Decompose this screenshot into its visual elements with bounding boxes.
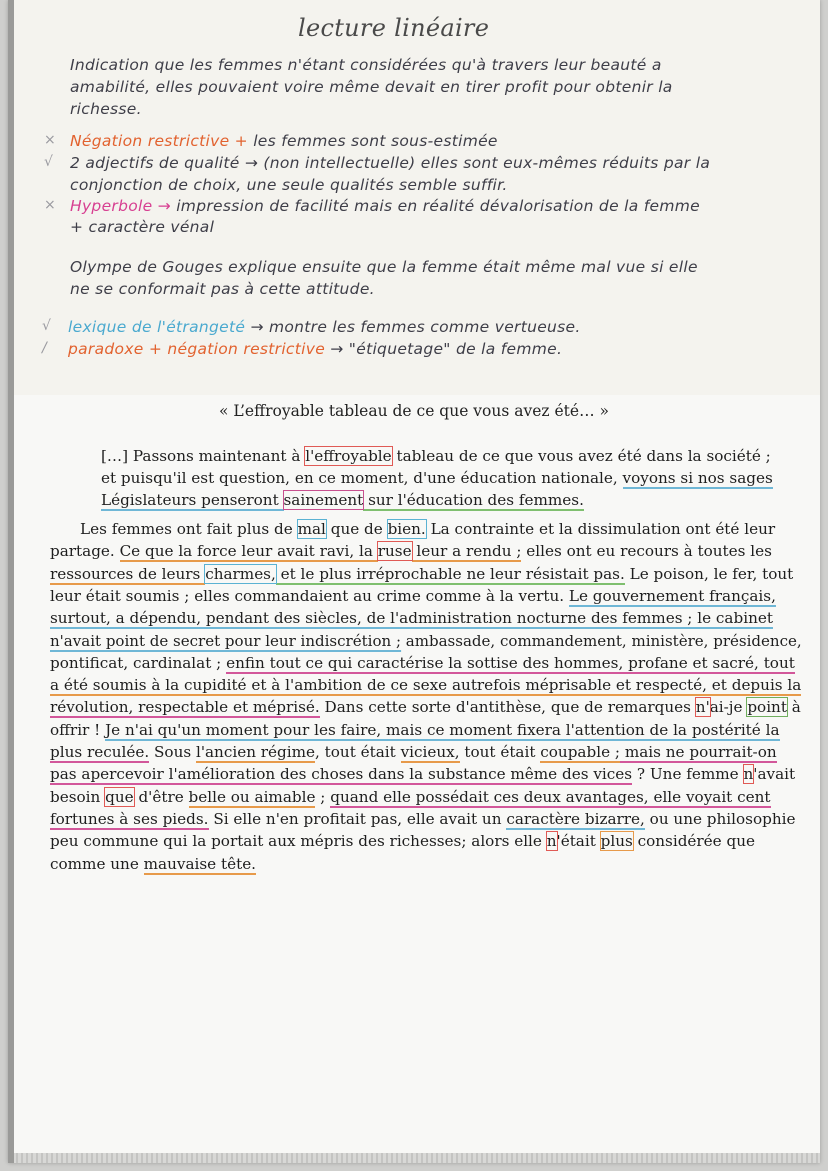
note-fragment: conjonction de choix, une seule qualités semble suffir. bbox=[70, 176, 508, 194]
text-line bbox=[50, 609, 773, 627]
annotated-phrase: coupable ; bbox=[540, 743, 621, 761]
note-line bbox=[70, 218, 214, 236]
annotated-phrase: n bbox=[743, 765, 754, 784]
text-run: considérée que bbox=[632, 832, 755, 851]
text-line bbox=[50, 810, 795, 828]
text-run: ou une philosophie bbox=[644, 809, 796, 828]
text-run: Le poison, le fer, tout bbox=[624, 564, 794, 583]
note-fragment: → "étiquetage" de la femme. bbox=[325, 340, 563, 358]
handwritten-notes bbox=[8, 0, 820, 395]
text-run: leur était soumis ; elles commandaient au crime comme à la vertu. bbox=[50, 586, 569, 605]
annotated-phrase: voyons si nos sages bbox=[622, 469, 773, 487]
text-line bbox=[50, 676, 801, 694]
printed-excerpt bbox=[8, 395, 820, 1163]
text-line bbox=[50, 743, 777, 761]
text-line bbox=[101, 491, 584, 509]
text-run: d'être bbox=[133, 787, 189, 806]
annotated-phrase: Le gouvernement français, bbox=[568, 586, 776, 605]
note-fragment: + caractère vénal bbox=[70, 218, 215, 236]
text-run: à bbox=[786, 698, 801, 717]
text-run: partage. bbox=[50, 542, 120, 561]
olympe-line: Olympe de Gouges explique ensuite que la femme était même mal vue si elle bbox=[70, 258, 698, 276]
annotated-phrase: leur a rendu ; bbox=[411, 542, 522, 561]
note-line bbox=[44, 132, 498, 150]
text-line bbox=[50, 765, 795, 783]
text-run: ai-je bbox=[709, 698, 748, 717]
text-run: et puisqu'il est question, en ce moment, d'une éducation nationale, bbox=[101, 469, 623, 487]
note-line bbox=[42, 318, 581, 336]
text-run: tout était bbox=[459, 743, 541, 761]
annotated-phrase: l'ancien régime bbox=[195, 743, 316, 761]
annotated-phrase: caractère bizarre, bbox=[506, 809, 645, 828]
text-run: Sous bbox=[149, 743, 196, 761]
text-run: pontificat, cardinalat ; bbox=[50, 653, 227, 672]
text-line bbox=[50, 832, 755, 850]
note-fragment: 2 adjectifs de qualité → (non intellectuelle) elles sont eux-mêmes réduits par la bbox=[70, 154, 711, 172]
text-run: peu commune qui la portait aux mépris des richesses; alors elle bbox=[50, 832, 547, 851]
text-run: ? Une femme bbox=[632, 765, 744, 784]
page-bottom-edge bbox=[8, 1153, 820, 1163]
check-mark-icon: × bbox=[44, 132, 57, 148]
text-line bbox=[50, 698, 801, 716]
annotated-phrase: n' bbox=[695, 698, 710, 717]
annotated-phrase: ressources de leurs bbox=[50, 564, 206, 583]
note-fragment: Négation restrictive + bbox=[70, 132, 254, 150]
text-run: La contrainte et la dissimulation ont été leur bbox=[425, 520, 776, 538]
annotated-phrase: que bbox=[105, 787, 134, 806]
note-fragment: → montre les femmes comme vertueuse. bbox=[245, 318, 581, 336]
annotated-phrase: révolution, respectable et méprisé. bbox=[50, 698, 320, 717]
text-line bbox=[50, 855, 256, 873]
note-fragment: impression de facilité mais en réalité dévalorisation de la femme bbox=[176, 197, 700, 215]
document-page bbox=[8, 0, 820, 1163]
annotated-phrase: Ce que la force leur avait ravi, la bbox=[119, 542, 378, 561]
text-line bbox=[50, 542, 772, 560]
text-run: Dans cette sorte d'antithèse, que de remarques bbox=[319, 698, 696, 717]
binder-edge bbox=[8, 0, 14, 1163]
text-run: […] Passons maintenant à bbox=[101, 447, 306, 465]
annotated-phrase: charmes, bbox=[205, 564, 276, 583]
text-run: , tout était bbox=[315, 743, 401, 761]
annotated-phrase: point bbox=[747, 698, 787, 717]
text-line bbox=[50, 788, 771, 806]
intro-line: Indication que les femmes n'étant considérées qu'à travers leur beauté a bbox=[70, 56, 662, 74]
text-run: ; bbox=[315, 787, 331, 806]
annotated-phrase: sur l'éducation des femmes. bbox=[363, 491, 584, 509]
note-fragment: paradoxe + négation restrictive bbox=[68, 340, 326, 358]
note-fragment: Hyperbole → bbox=[70, 197, 177, 215]
text-run: ambassade, commandement, ministère, présidence, bbox=[401, 631, 802, 650]
annotated-phrase: n bbox=[546, 832, 557, 851]
annotated-phrase: plus reculée. bbox=[50, 743, 150, 761]
check-mark-icon: / bbox=[42, 340, 48, 356]
annotated-phrase: et le plus irréprochable ne leur résistait pas. bbox=[275, 564, 625, 583]
annotated-phrase: quand elle possédait ces deux avantages, elle voyait cent bbox=[330, 787, 771, 806]
annotated-phrase: mauvaise tête. bbox=[143, 854, 257, 873]
note-line bbox=[44, 197, 700, 215]
annotated-phrase: n'avait point de secret pour leur indiscrétion ; bbox=[50, 631, 402, 650]
text-line bbox=[50, 587, 776, 605]
notes-title: lecture linéaire bbox=[298, 14, 490, 42]
note-fragment: les femmes sont sous-estimée bbox=[253, 132, 498, 150]
check-mark-icon: √ bbox=[44, 154, 54, 170]
annotated-phrase: fortunes à ses pieds. bbox=[50, 809, 209, 828]
annotated-phrase: ruse bbox=[377, 542, 412, 561]
text-line bbox=[50, 654, 795, 672]
text-run: 'était bbox=[556, 832, 601, 851]
annotated-phrase: Je n'ai qu'un moment pour les faire, mais ce moment fixera l'attention de la postérité la bbox=[105, 720, 780, 739]
text-run: besoin bbox=[50, 787, 106, 806]
text-run: Les femmes ont fait plus de bbox=[80, 520, 298, 538]
text-line bbox=[50, 632, 802, 650]
text-run: que de bbox=[325, 520, 388, 538]
annotated-phrase: plus bbox=[600, 832, 633, 851]
check-mark-icon: √ bbox=[42, 318, 52, 334]
annotated-phrase: Législateurs penseront bbox=[101, 491, 284, 509]
check-mark-icon: × bbox=[44, 197, 57, 213]
text-run: comme une bbox=[50, 854, 144, 873]
note-line bbox=[44, 154, 711, 172]
text-run: offrir ! bbox=[50, 720, 106, 739]
text-line bbox=[80, 520, 775, 538]
annotated-phrase: pas apercevoir l'amélioration des choses dans la substance même des vices bbox=[50, 765, 633, 784]
text-run: 'avait bbox=[753, 765, 796, 784]
intro-line: amabilité, elles pouvaient voire même devait en tirer profit pour obtenir la bbox=[70, 78, 673, 96]
annotated-phrase: mais ne pourrait-on bbox=[620, 743, 777, 761]
annotated-phrase: sainement bbox=[283, 491, 364, 509]
annotated-phrase: enfin tout ce qui caractérise la sottise des hommes, profane et sacré, tout bbox=[226, 653, 795, 672]
text-line bbox=[101, 469, 773, 487]
annotated-phrase: a été soumis à la cupidité et à l'ambition de ce sexe autrefois méprisable et respecté, et depuis la bbox=[50, 676, 802, 695]
annotated-phrase: l'effroyable bbox=[305, 447, 392, 465]
text-line bbox=[101, 447, 771, 465]
annotated-phrase: mal bbox=[297, 520, 326, 538]
annotated-phrase: belle ou aimable bbox=[188, 787, 316, 806]
intro-line: richesse. bbox=[70, 100, 142, 118]
annotated-phrase: vicieux, bbox=[400, 743, 460, 761]
excerpt-title: « L’effroyable tableau de ce que vous avez été… » bbox=[219, 402, 609, 420]
text-run: tableau de ce que vous avez été dans la société ; bbox=[391, 447, 771, 465]
note-line bbox=[42, 340, 563, 358]
text-line bbox=[50, 565, 793, 583]
text-line bbox=[50, 721, 780, 739]
text-run: Si elle n'en profitait pas, elle avait un bbox=[208, 809, 507, 828]
note-fragment: lexique de l'étrangeté bbox=[68, 318, 246, 336]
annotated-phrase: bien. bbox=[387, 520, 426, 538]
text-run: elles ont eu recours à toutes les bbox=[521, 542, 772, 561]
annotated-phrase: surtout, a dépendu, pendant des siècles, de l'administration nocturne des femmes ; le cabinet bbox=[50, 609, 773, 628]
note-line bbox=[70, 176, 508, 194]
olympe-line: ne se conformait pas à cette attitude. bbox=[70, 280, 375, 298]
